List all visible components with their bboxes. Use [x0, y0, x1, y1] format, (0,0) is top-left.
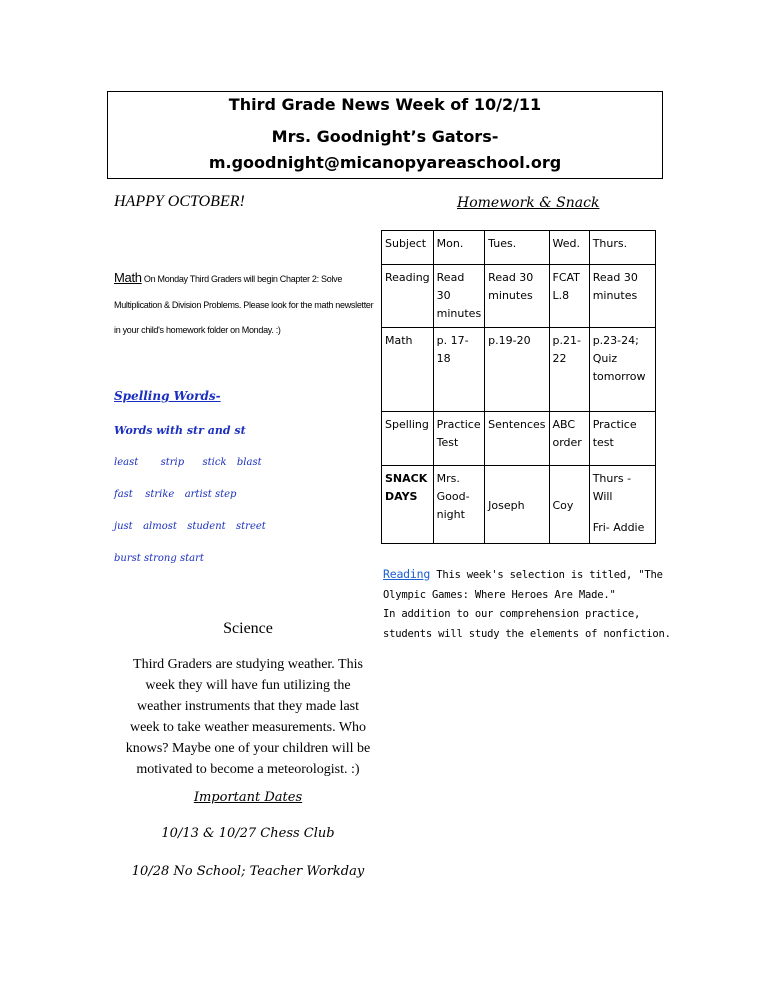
table-cell: Read 30 minutes — [589, 265, 655, 328]
table-cell: Read 30 minutes — [485, 265, 549, 328]
teacher-email: m.goodnight@micanopyareaschool.org — [208, 153, 562, 172]
homework-table — [381, 230, 656, 544]
table-cell: ABC order — [549, 412, 589, 466]
table-cell: SNACK DAYS — [382, 466, 434, 544]
snack-thursday: Thurs - Will — [592, 472, 632, 503]
spelling-word: street — [236, 521, 266, 532]
spelling-row-3 — [114, 521, 266, 532]
spelling-word: step — [214, 489, 237, 500]
table-cell: Math — [382, 328, 434, 412]
spelling-word: just — [114, 521, 133, 532]
table-cell: Mon. — [433, 231, 485, 265]
spelling-word: strong — [143, 553, 177, 564]
math-line-1: On Monday Third Graders will begin Chapter 2: Solve — [143, 274, 343, 284]
greeting: HAPPY OCTOBER! — [114, 193, 245, 210]
spelling-word: blast — [236, 457, 262, 468]
newsletter-title: Third Grade News Week of 10/2/11 — [228, 95, 542, 114]
table-cell: Sentences — [485, 412, 549, 466]
table-cell: Thurs. — [589, 231, 655, 265]
reading-line-3: In addition to our comprehension practice, — [383, 608, 641, 620]
table-cell: Joseph — [485, 466, 549, 544]
table-cell: Coy — [549, 466, 589, 544]
table-cell: Practice Test — [433, 412, 485, 466]
important-date-item: 10/13 & 10/27 Chess Club — [161, 826, 335, 841]
table-cell: Practice test — [589, 412, 655, 466]
spelling-word: start — [179, 553, 204, 564]
science-paragraph — [110, 654, 386, 780]
spelling-word: almost — [143, 521, 177, 532]
science-line: knows? Maybe one of your children will be — [125, 741, 371, 756]
spelling-word: student — [187, 521, 226, 532]
math-line-3: in your child's homework folder on Monday. :) — [114, 325, 281, 335]
table-cell: Mrs. Good-night — [433, 466, 485, 544]
table-cell: Tues. — [485, 231, 549, 265]
table-cell: Wed. — [549, 231, 589, 265]
important-date-item: 10/28 No School; Teacher Workday — [131, 864, 365, 879]
science-line: week to take weather measurements. Who — [129, 720, 367, 735]
important-dates-heading: Important Dates — [193, 790, 303, 805]
science-line: weather instruments that they made last — [137, 699, 359, 714]
newsletter-header — [107, 91, 663, 179]
spelling-word: least — [114, 457, 139, 468]
math-line-2: Multiplication & Division Problems. Please look for the math newsletter — [114, 300, 374, 310]
table-cell — [589, 466, 655, 544]
reading-note — [383, 565, 683, 644]
homework-heading: Homework & Snack — [457, 195, 600, 211]
table-cell: Subject — [382, 231, 434, 265]
teacher-line: Mrs. Goodnight’s Gators- — [271, 127, 499, 146]
spelling-word: strike — [145, 489, 175, 500]
table-cell: Reading — [382, 265, 434, 328]
table-cell: p.19-20 — [485, 328, 549, 412]
spelling-row-1 — [114, 457, 262, 468]
reading-line-2: Olympic Games: Where Heroes Are Made." — [383, 588, 616, 601]
math-note — [114, 270, 386, 335]
spelling-row-4 — [114, 553, 204, 564]
spelling-heading: Spelling Words- — [114, 389, 221, 403]
table-row — [382, 328, 656, 412]
reading-heading: Reading — [383, 567, 431, 581]
spelling-word: fast — [114, 489, 133, 500]
spelling-word: burst — [114, 553, 141, 564]
reading-line-4: students will study the elements of nonfiction. — [383, 627, 671, 640]
table-cell: p.21-22 — [549, 328, 589, 412]
table-row-snack — [382, 466, 656, 544]
spelling-word: artist — [184, 489, 212, 500]
table-header-row — [382, 231, 656, 265]
science-line: week they will have fun utilizing the — [145, 678, 351, 693]
reading-line-1: This week's selection is titled, "The — [430, 569, 663, 581]
science-line: Third Graders are studying weather. This — [133, 657, 363, 672]
table-cell: p.23-24; Quiz tomorrow — [589, 328, 655, 412]
table-cell: Read 30 minutes — [433, 265, 485, 328]
spelling-word: stick — [202, 457, 227, 468]
math-heading: Math — [114, 270, 142, 285]
spelling-subheading: Words with str and st — [114, 424, 246, 437]
table-cell: p. 17-18 — [433, 328, 485, 412]
table-cell: Spelling — [382, 412, 434, 466]
spelling-row-2 — [114, 489, 236, 500]
table-row — [382, 265, 656, 328]
table-row — [382, 412, 656, 466]
science-heading: Science — [223, 620, 273, 637]
science-line: motivated to become a meteorologist. :) — [136, 762, 360, 777]
table-cell: FCAT L.8 — [549, 265, 589, 328]
spelling-word: strip — [160, 457, 185, 468]
snack-friday: Fri- Addie — [592, 521, 645, 534]
